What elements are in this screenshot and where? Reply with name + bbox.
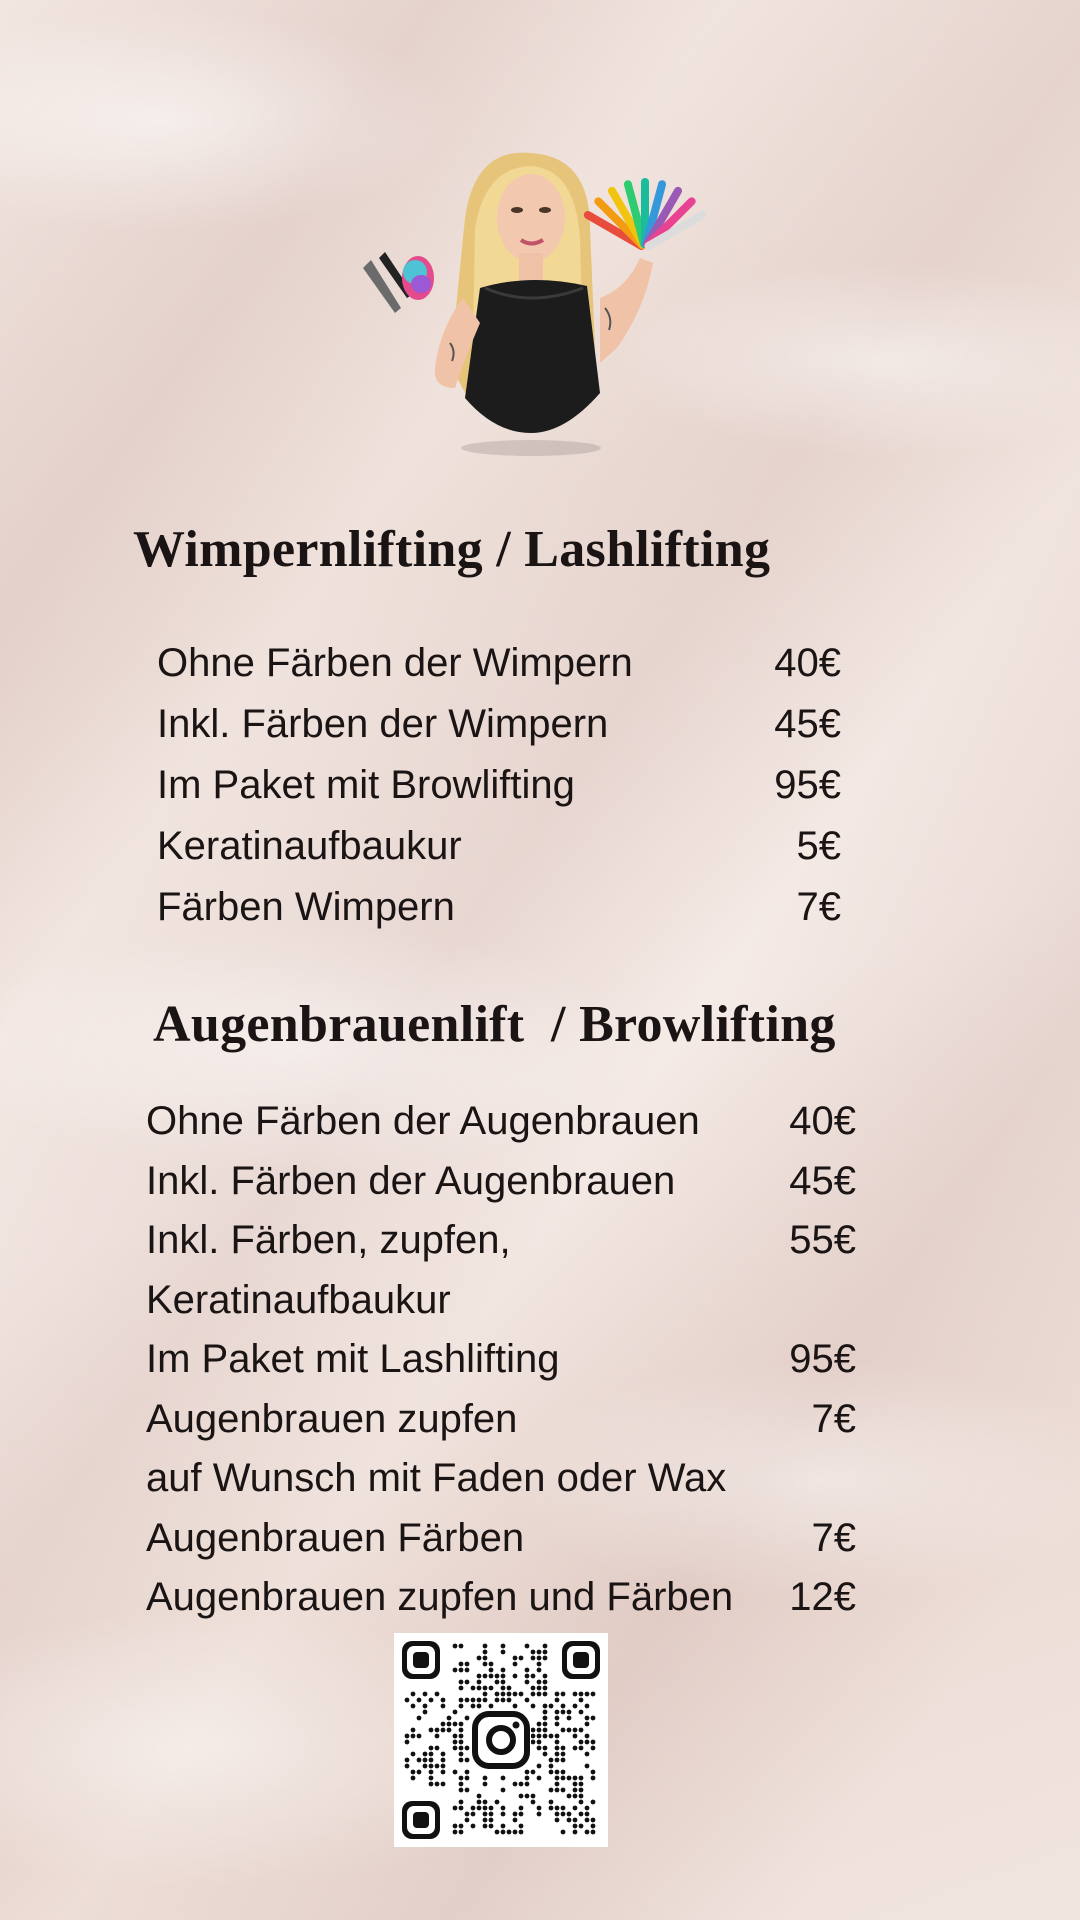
list-item — [146, 1158, 856, 1218]
list-item — [146, 1098, 856, 1158]
beautician-portrait-illustration — [355, 148, 745, 463]
service-price: 95€ — [774, 763, 841, 807]
list-item — [157, 884, 841, 945]
service-price: 40€ — [774, 641, 841, 685]
service-name: Färben Wimpern — [157, 885, 455, 929]
list-item — [146, 1455, 856, 1515]
service-price: 5€ — [796, 824, 841, 868]
service-name: Inkl. Färben der Augenbrauen — [146, 1158, 676, 1203]
service-name: Augenbrauen zupfen und Färben — [146, 1575, 734, 1619]
list-item — [157, 640, 841, 701]
service-name: Augenbrauen Färben — [146, 1515, 525, 1560]
service-name: Inkl. Färben, zupfen, — [146, 1218, 511, 1262]
list-item — [146, 1336, 856, 1396]
qr-code-icon — [394, 1633, 608, 1847]
list-item — [146, 1574, 856, 1634]
list-item — [146, 1217, 856, 1277]
list-item — [157, 823, 841, 884]
list-item — [146, 1515, 856, 1575]
service-name: Im Paket mit Lashlifting — [146, 1337, 560, 1381]
service-name: auf Wunsch mit Faden oder Wax — [146, 1456, 727, 1500]
service-name: Inkl. Färben der Wimpern — [157, 702, 609, 746]
service-name: Im Paket mit Browlifting — [157, 763, 575, 807]
list-item — [146, 1277, 856, 1337]
service-price: 12€ — [789, 1575, 856, 1619]
list-item — [157, 701, 841, 762]
service-name: Ohne Färben der Augenbrauen — [146, 1099, 700, 1143]
service-price: 45€ — [774, 702, 841, 746]
section-title-lashlifting: Wimpernlifting / Lashlifting — [133, 521, 771, 578]
service-price: 7€ — [811, 1515, 856, 1560]
service-price: 95€ — [789, 1337, 856, 1381]
service-price: 45€ — [789, 1158, 856, 1203]
lashlifting-price-list — [157, 640, 841, 945]
browlifting-price-list — [146, 1098, 856, 1634]
list-item — [146, 1396, 856, 1456]
service-price: 55€ — [789, 1218, 856, 1262]
service-price: 40€ — [789, 1099, 856, 1143]
service-name: Keratinaufbaukur — [157, 824, 462, 868]
service-name: Augenbrauen zupfen — [146, 1396, 518, 1441]
service-name: Ohne Färben der Wimpern — [157, 641, 633, 685]
portrait-icon — [355, 148, 745, 463]
section-title-browlifting: Augenbrauenlift / Browlifting — [153, 996, 836, 1053]
service-name: Keratinaufbaukur — [146, 1277, 451, 1322]
list-item — [157, 762, 841, 823]
service-price: 7€ — [796, 885, 841, 929]
instagram-qr-code[interactable] — [394, 1633, 608, 1847]
service-price: 7€ — [811, 1396, 856, 1441]
